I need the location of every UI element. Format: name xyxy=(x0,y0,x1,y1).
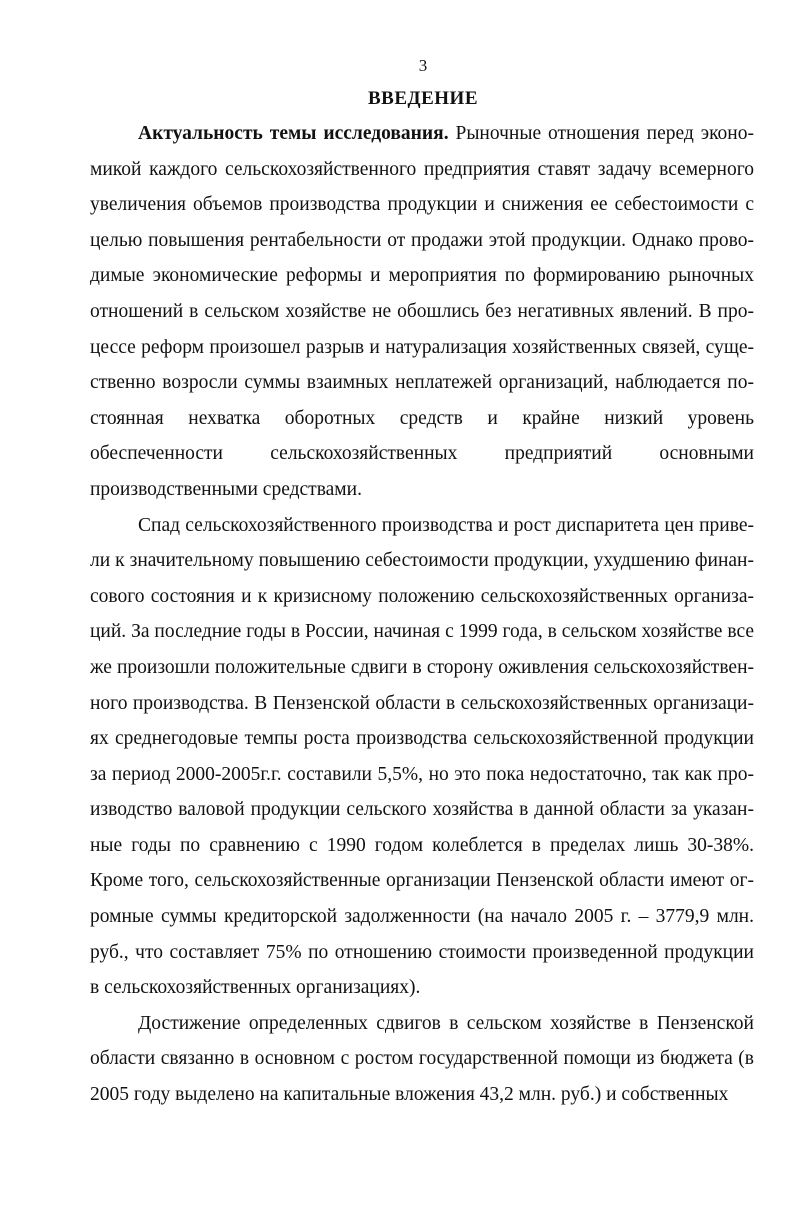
page-number: 3 xyxy=(418,56,428,75)
paragraph-achievements: Достижение определенных сдвигов в сельском хозяйстве в Пензенской области связанно в основном с ростом государственной помощи из бюджета (в 2005 году выделено на капитальные вложения 43,2 млн. руб.) и собственных xyxy=(90,1012,754,1106)
section-heading: ВВЕДЕНИЕ xyxy=(368,88,478,109)
paragraph-decline: Спад сельскохозяйственного производства и рост диспаритета цен привели к значительному повышению себестоимости продукции, ухудшению финансового состояния и к кризисному положению сельскохозяйственных организаций. За последние годы в России, начиная с 1999 года, в сельском хозяйстве все же произошли положительные сдвиги в сторону оживления сельскохозяйственного производства. В Пензенской области в сельскохозяйственных организациях среднегодовые темпы роста производства сельскохозяйственной продукции за период 2000-2005г.г. составили 5,5%, но это пока недостаточно, так как производство валовой продукции сельского хозяйства в данной области за указанные годы по сравнению с 1990 годом колеблется в пределах лишь 30-38%. Кроме того, сельскохозяйственные организации Пензенской области имеют огромные суммы кредиторской задолженности (на начало 2005 г. – 3779,9 млн. руб., что составляет 75% по отношению стоимости произведенной продукции в сельскохозяйственных организациях). xyxy=(90,514,754,999)
paragraph-text: Рыночные отношения перед экономикой каждого сельскохозяйственного предприятия ставят задачу всемерного увеличения объемов производства продукции и снижения ее себестоимости с целью повышения рентабельности от продажи этой продукции. Однако проводимые экономические реформы и мероприятия по формированию рыночных отношений в сельском хозяйстве не обошлись без негативных явлений. В процессе реформ произошел разрыв и натурализация хозяйственных связей, существенно возросли суммы взаимных неплатежей организаций, наблюдается постоянная нехватка оборотных средств и крайне низкий уровень обеспеченности сельскохозяйственных предприятий основными производственными средствами. xyxy=(90,123,754,500)
body-text xyxy=(90,116,754,1113)
paragraph-lead: Актуальность темы исследования. xyxy=(138,123,449,144)
paragraph-relevance xyxy=(90,116,754,508)
